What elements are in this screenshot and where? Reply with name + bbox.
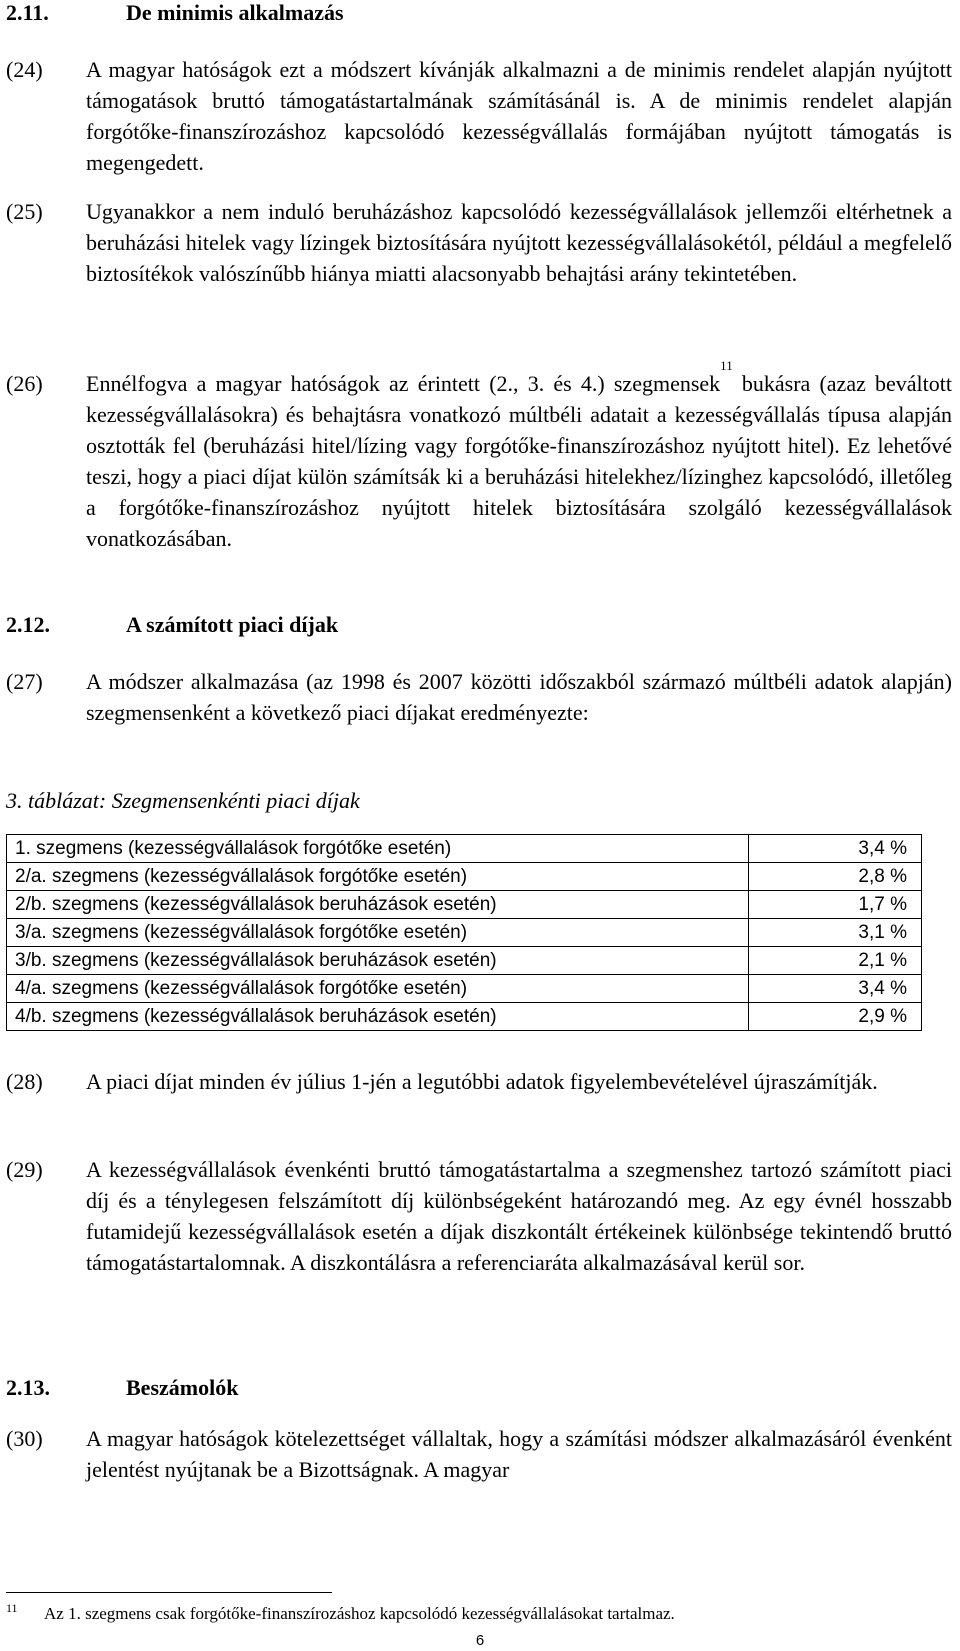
paragraph-text: Ugyanakkor a nem induló beruházáshoz kapcsolódó kezességvállalások jellemzői eltérhetnek a beruházási hitelek vagy lízingek biztosítására nyújtott kezességvállalásokétól, például a megfelelő biztosítékok valószínűbb hiánya miatti alacsonyabb behajtási arány tekintetében. — [86, 199, 952, 286]
page-number: 6 — [475, 1632, 485, 1649]
paragraph-text: A magyar hatóságok kötelezettséget vállaltak, hogy a számítási módszer alkalmazásáról évenként jelentést nyújtanak be a Bizottságnak. A magyar — [86, 1426, 952, 1482]
paragraph-number: (24) — [6, 57, 43, 82]
paragraph-25 — [6, 196, 952, 289]
section-title: De minimis alkalmazás — [126, 0, 344, 25]
paragraph-text: A kezességvállalások évenkénti bruttó támogatástartalma a szegmenshez tartozó számított piaci díj és a ténylegesen felszámított díj különbségeként határozandó meg. Az egy évnél hosszabb futamidejű kezességvállalások esetén a díjak diszkontált értékeinek különbsége tekintendő bruttó támogatástartalomnak. A diszkontálásra a referenciaráta alkalmazásával kerül sor. — [86, 1157, 952, 1275]
paragraph-30 — [6, 1423, 952, 1485]
segment-label-cell: 4/b. szegmens (kezességvállalások beruházások esetén) — [7, 1003, 749, 1031]
section-heading-2-13 — [6, 1375, 238, 1401]
paragraph-text-part: bukásra (azaz beváltott kezességvállalásokra) és behajtásra vonatkozó múltbéli adatait a kezességvállalás típusa alapján osztották fel (beruházási hitel/lízing vagy forgótőke-finanszírozáshoz nyújtott hitel). Ez lehetővé teszi, hogy a piaci díjat külön számítsák ki a beruházási hitelekhez/lízinghez kapcsolódó, illetőleg a forgótőke-finanszírozáshoz nyújtott hitelek biztosítására szolgáló kezességvállalások vonatkozásában. — [86, 371, 952, 551]
table-row — [7, 919, 922, 947]
footnote-number: 11 — [6, 1601, 18, 1615]
section-heading-2-12 — [6, 612, 338, 638]
footnote-reference[interactable]: 11 — [720, 358, 733, 373]
paragraph-number: (25) — [6, 199, 43, 224]
footnote — [6, 1601, 952, 1624]
segment-label-cell: 1. szegmens (kezességvállalások forgótőke esetén) — [7, 835, 749, 863]
fee-value-cell: 1,7 % — [749, 891, 922, 919]
paragraph-number: (28) — [6, 1069, 43, 1094]
fee-value-cell: 3,1 % — [749, 919, 922, 947]
segment-label-cell: 3/b. szegmens (kezességvállalások beruházások esetén) — [7, 947, 749, 975]
fee-value-cell: 2,1 % — [749, 947, 922, 975]
footnote-text: Az 1. szegmens csak forgótőke-finanszírozáshoz kapcsolódó kezességvállalásokat tartalmaz. — [44, 1604, 675, 1623]
paragraph-27 — [6, 666, 952, 728]
footnote-divider — [6, 1592, 332, 1593]
paragraph-text: A piaci díjat minden év július 1-jén a legutóbbi adatok figyelembevételével újraszámítják. — [86, 1069, 878, 1094]
paragraph-number: (29) — [6, 1157, 43, 1182]
paragraph-text — [86, 358, 952, 554]
paragraph-number: (30) — [6, 1426, 43, 1451]
table-row — [7, 891, 922, 919]
segment-label-cell: 4/a. szegmens (kezességvállalások forgótőke esetén) — [7, 975, 749, 1003]
paragraph-text: A módszer alkalmazása (az 1998 és 2007 közötti időszakból származó múltbéli adatok alapján) szegmensenként a következő piaci díjakat eredményezte: — [86, 669, 952, 725]
table-row — [7, 835, 922, 863]
table-row — [7, 947, 922, 975]
paragraph-number: (26) — [6, 371, 43, 396]
paragraph-28 — [6, 1066, 952, 1097]
paragraph-24 — [6, 54, 952, 178]
fee-value-cell: 3,4 % — [749, 835, 922, 863]
segment-label-cell: 3/a. szegmens (kezességvállalások forgótőke esetén) — [7, 919, 749, 947]
table-caption: 3. táblázat: Szegmensenkénti piaci díjak — [6, 788, 360, 813]
paragraph-number: (27) — [6, 669, 43, 694]
table-row — [7, 1003, 922, 1031]
paragraph-text-part: Ennélfogva a magyar hatóságok az érintett (2., 3. és 4.) szegmensek — [86, 371, 721, 396]
section-number: 2.11. — [6, 0, 49, 25]
section-title: A számított piaci díjak — [126, 612, 339, 637]
table-row — [7, 863, 922, 891]
fee-value-cell: 2,8 % — [749, 863, 922, 891]
paragraph-text: A magyar hatóságok ezt a módszert kívánják alkalmazni a de minimis rendelet alapján nyújtott támogatások bruttó támogatástartalmának számításánál is. A de minimis rendelet alapján forgótőke-finanszírozáshoz kapcsolódó kezességvállalás formájában nyújtott támogatás is megengedett. — [86, 57, 952, 175]
segment-label-cell: 2/b. szegmens (kezességvállalások beruházások esetén) — [7, 891, 749, 919]
section-number: 2.13. — [6, 1375, 50, 1400]
market-fee-table — [6, 834, 922, 1031]
section-number: 2.12. — [6, 612, 50, 637]
table-row — [7, 975, 922, 1003]
fee-value-cell: 2,9 % — [749, 1003, 922, 1031]
fee-value-cell: 3,4 % — [749, 975, 922, 1003]
section-heading-2-11 — [6, 0, 344, 26]
segment-label-cell: 2/a. szegmens (kezességvállalások forgótőke esetén) — [7, 863, 749, 891]
paragraph-29 — [6, 1154, 952, 1278]
paragraph-26 — [6, 358, 952, 554]
section-title: Beszámolók — [126, 1375, 239, 1400]
